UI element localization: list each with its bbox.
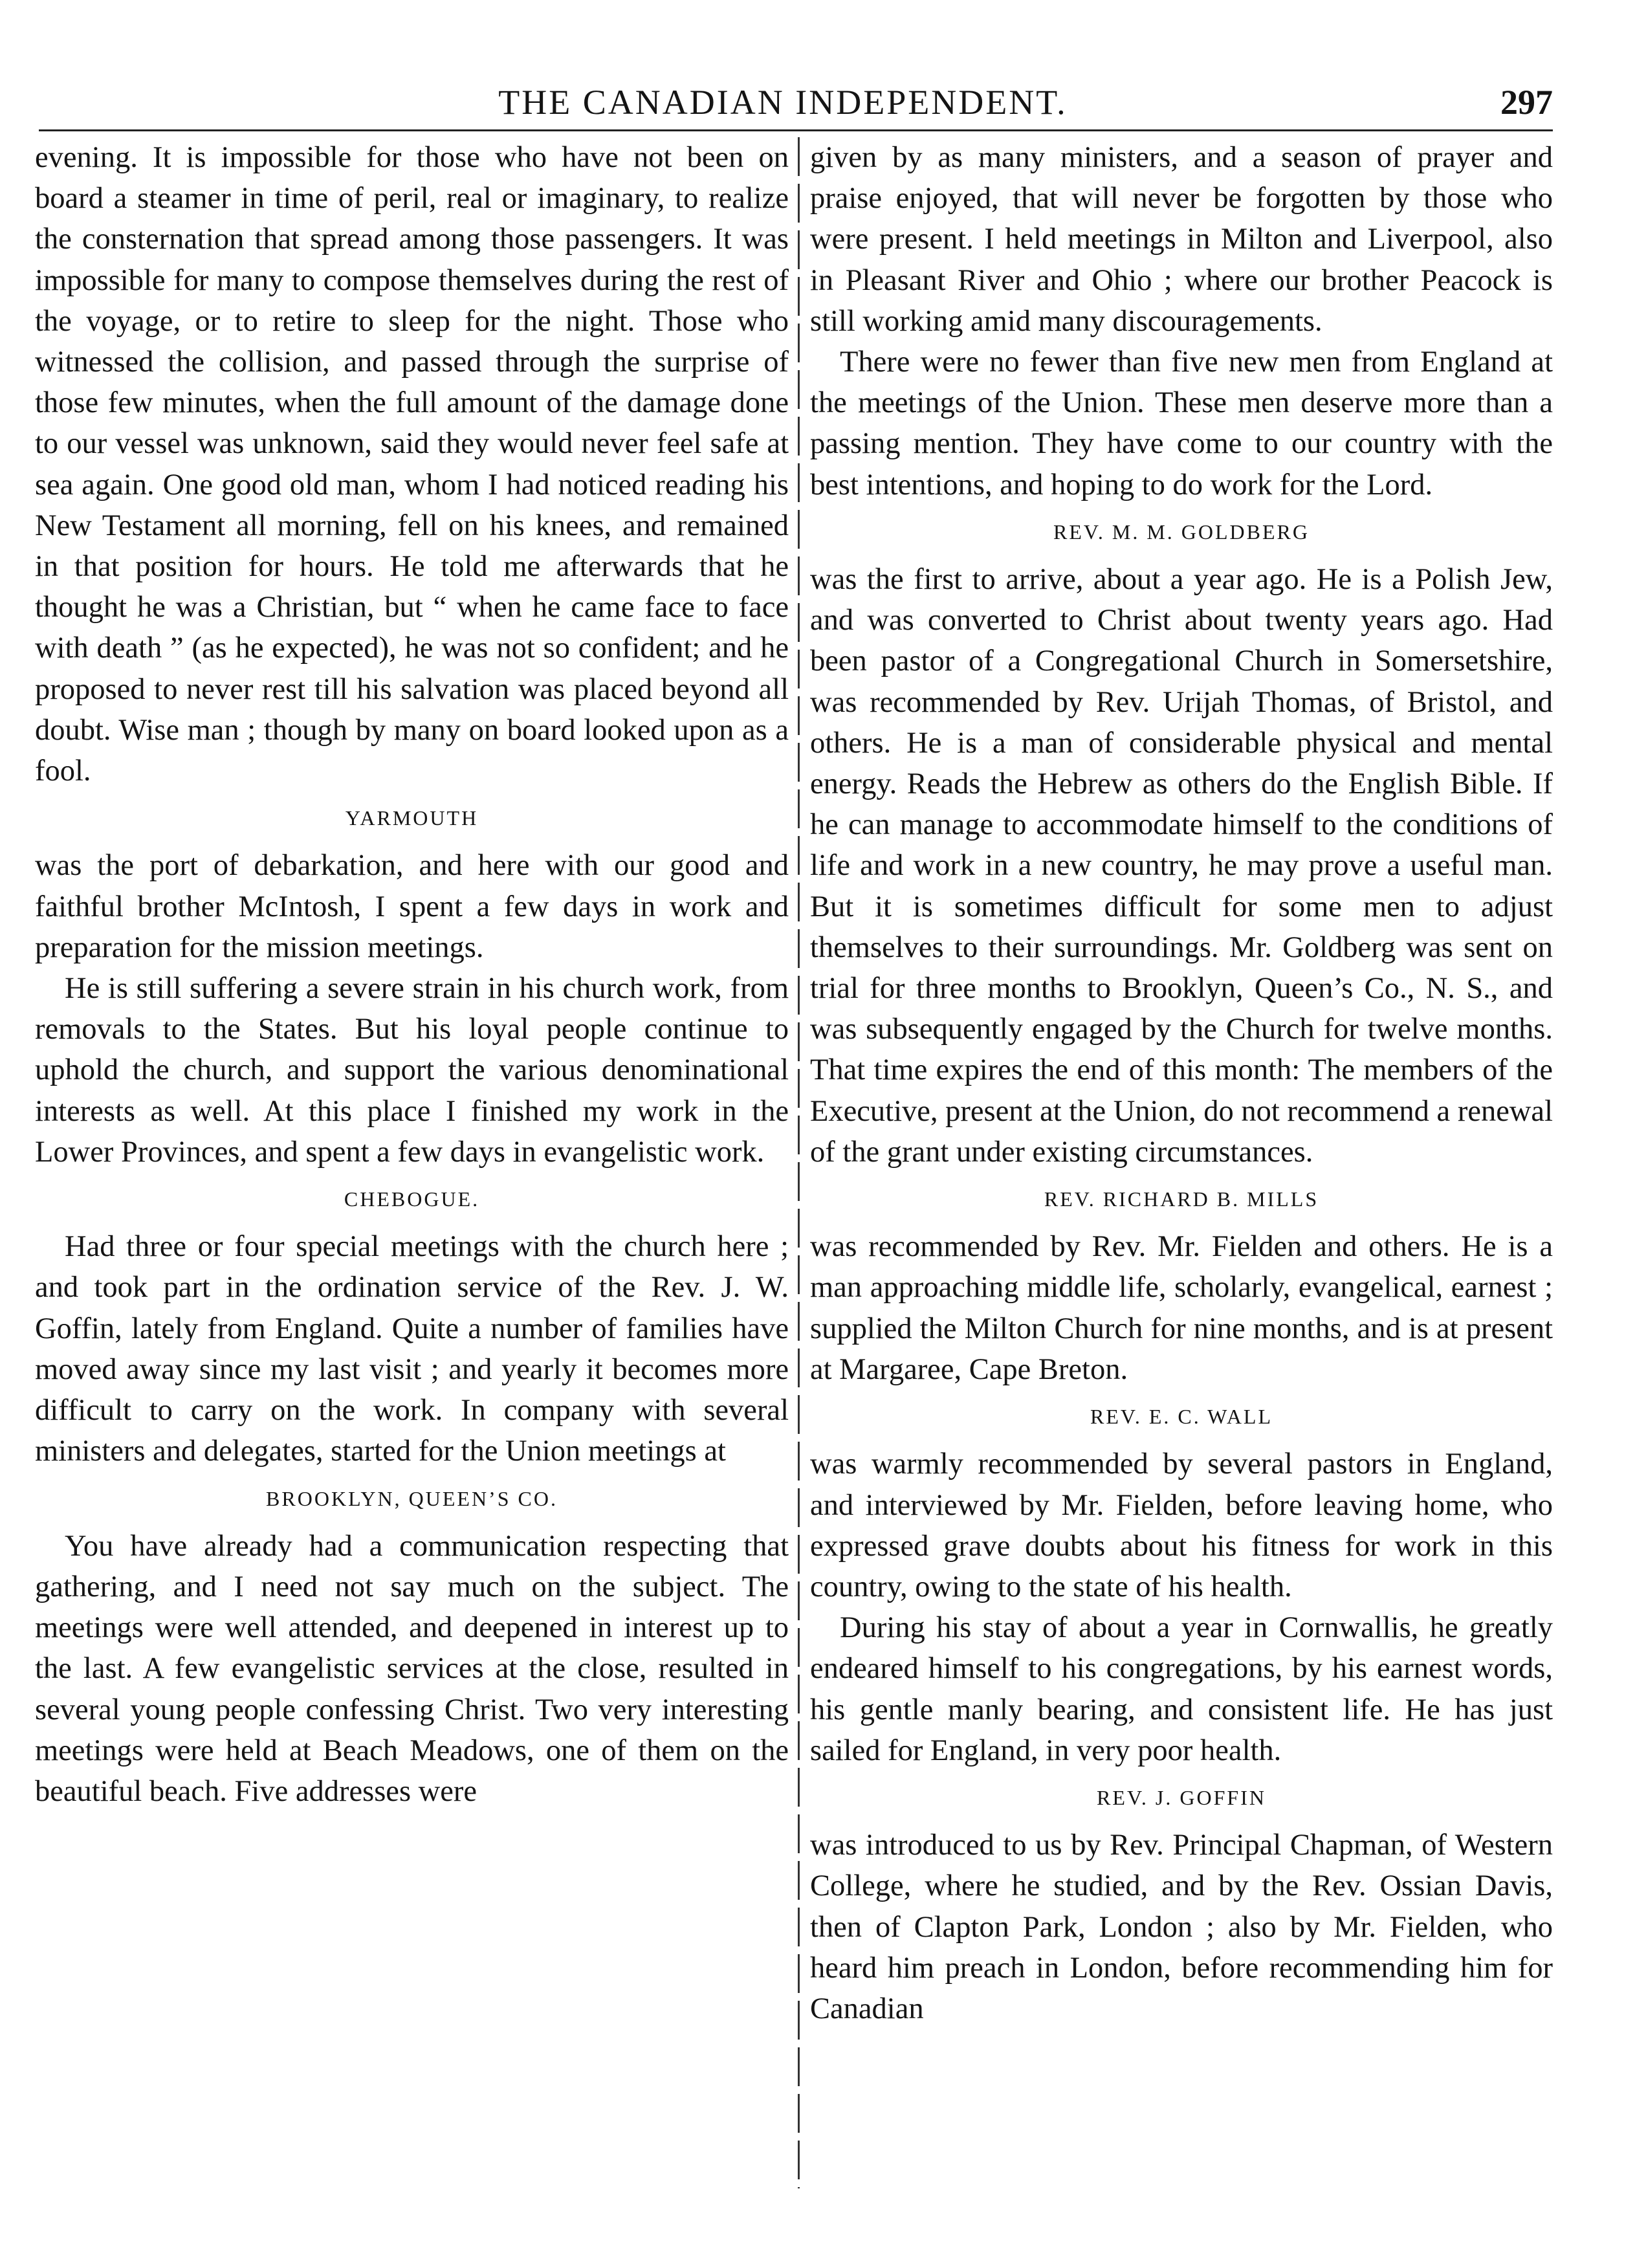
paragraph: was warmly recommended by several pastors in England, and interviewed by Mr. Fielden, before leaving home, who expressed grave doubts about his fitness for work in this country, owing to the state of his health.	[810, 1448, 1553, 1603]
section-heading-yarmouth: YARMOUTH	[345, 806, 479, 830]
paragraph: You have already had a communication respecting that gathering, and I need not say much on the subject. The meetings were well attended, and deepened in interest up to the last. A few evangelistic services at the close, resulted in several young people confessing Christ. Two very interesting meetings were held at Beach Meadows, one of them on the beautiful beach. Five addresses were	[35, 1529, 789, 1808]
section-heading-goffin: REV. J. GOFFIN	[1097, 1785, 1266, 1809]
column-divider	[798, 137, 800, 2188]
paragraph: During his stay of about a year in Cornwallis, he greatly endeared himself to his congregations, by his earnest words, his gentle manly bearing, and consistent life. He has just sailed for England, in very poor health.	[810, 1611, 1553, 1767]
paragraph: was the first to arrive, about a year ago. He is a Polish Jew, and was converted to Christ about twenty years ago. Had been pastor of a Congregational Church in Somersetshire, was recommended by Rev. Urijah Thomas, of Bristol, and others. He is a man of considerable physical and mental energy. Reads the Hebrew as others do the English Bible. If he can manage to accommodate himself to the conditions of life and work in a new country, he may prove a useful man. But it is sometimes difficult for some men to adjust themselves to their surroundings. Mr. Goldberg was sent on trial for three months to Brooklyn, Queen’s Co., N. S., and was subsequently engaged by the Church for twelve months. That time expires the end of this month: The members of the Executive, present at the Union, do not recommend a renewal of the grant under existing circumstances.	[810, 563, 1553, 1169]
right-column	[810, 137, 1553, 2029]
left-column	[35, 137, 789, 1812]
paragraph: He is still suffering a severe strain in his church work, from removals to the States. But his loyal people continue to uphold the church, and support the various denominational interests as well. At this place I finished my work in the Lower Provinces, and spent a few days in evangelistic work.	[35, 972, 789, 1169]
section-heading-brooklyn: BROOKLYN, QUEEN’S CO.	[266, 1486, 558, 1510]
running-title: THE CANADIAN INDEPENDENT.	[498, 83, 1068, 122]
paragraph: given by as many ministers, and a season of prayer and praise enjoyed, that will never be forgotten by those who were present. I held meetings in Milton and Liverpool, also in Pleasant River and Ohio ; where our brother Peacock is still working amid many discouragements.	[810, 141, 1553, 338]
section-heading-chebogue: CHEBOGUE.	[344, 1187, 480, 1211]
paragraph: evening. It is impossible for those who have not been on board a steamer in time of peril, real or imaginary, to realize the consternation that spread among those passengers. It was impossible for many to compose themselves during the rest of the voyage, or to retire to sleep for the night. Those who witnessed the collision, and passed through the surprise of those few minutes, when the full amount of the damage done to our vessel was unknown, said they would never feel safe at sea again. One good old man, whom I had noticed reading his New Testament all morning, fell on his knees, and remained in that position for hours. He told me afterwards that he thought he was a Christian, but “ when he came face to face with death ” (as he expected), he was not so confident; and he proposed to never rest till his salvation was placed beyond all doubt. Wise man ; though by many on board looked upon as a fool.	[35, 141, 789, 788]
section-heading-mills: REV. RICHARD B. MILLS	[1044, 1187, 1319, 1211]
page-header	[39, 76, 1553, 128]
paragraph: was introduced to us by Rev. Principal Chapman, of Western College, where he studied, and by the Rev. Ossian Davis, then of Clapton Park, London ; also by Mr. Fielden, who heard him preach in London, before recommending him for Canadian	[810, 1829, 1553, 2025]
section-heading-wall: REV. E. C. WALL	[1090, 1405, 1273, 1429]
paragraph: was recommended by Rev. Mr. Fielden and others. He is a man approaching middle life, scholarly, evangelical, earnest ; supplied the Milton Church for nine months, and is at present at Margaree, Cape Breton.	[810, 1230, 1553, 1386]
paragraph: Had three or four special meetings with the church here ; and took part in the ordination service of the Rev. J. W. Goffin, lately from England. Quite a number of families have moved away since my last visit ; and yearly it becomes more difficult to carry on the work. In company with several ministers and delegates, started for the Union meetings at	[35, 1230, 789, 1468]
paragraph: was the port of debarkation, and here with our good and faithful brother McIntosh, I spent a few days in work and preparation for the mission meetings.	[35, 849, 789, 964]
header-rule	[39, 129, 1553, 131]
section-heading-goldberg: REV. M. M. GOLDBERG	[1053, 520, 1310, 544]
paragraph: There were no fewer than five new men from England at the meetings of the Union. These men deserve more than a passing mention. They have come to our country with the best intentions, and hoping to do work for the Lord.	[810, 346, 1553, 501]
page-number: 297	[1500, 83, 1553, 122]
